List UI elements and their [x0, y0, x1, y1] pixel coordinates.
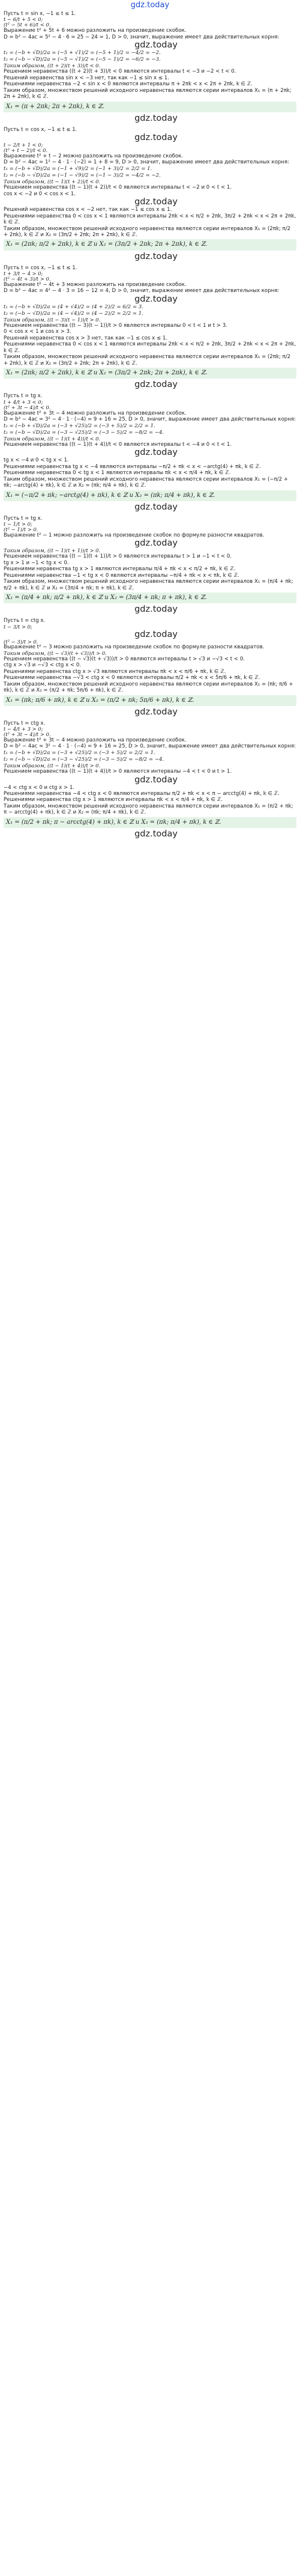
text-line: Пусть t = cos x, −1 ≤ t ≤ 1. [4, 264, 77, 271]
fraction-line: t + 3/t − 4 > 0; [4, 270, 43, 277]
text-line: Решениями неравенства ctg x > √3 являются интервалы πk < x < π/6 + πk, k ∈ ℤ. [4, 668, 226, 675]
watermark: gdz.today [134, 775, 178, 785]
text-line: Решением неравенства ((t − 3)(t − 1))/t > 0 являются интервалы 0 < t < 1 и t > 3. [4, 322, 227, 329]
text-line: Выражение t² + t − 2 можно разложить на произведение скобок. [4, 153, 184, 159]
solution-content [4, 11, 296, 842]
watermark: gdz.today [134, 707, 178, 717]
watermark: gdz.today [134, 502, 178, 512]
text-line: Решениями неравенства tg x < −4 являются интервалы −π/2 + πk < x < −arctg(4) + πk, k ∈ ℤ. [4, 463, 261, 470]
equation-line: t₁ = (−b + √D)/2a = (4 + √4)/2 = (4 + 2)/2 = 6/2 = 3. [4, 303, 143, 310]
fraction-line: (t² + t − 2)/t < 0. [4, 147, 48, 154]
text-line: ctg x > √3 и −√3 < ctg x < 0. [4, 662, 82, 669]
fraction-line: t + 4/t + 3 < 0; [4, 398, 43, 405]
fraction-line: t − 1/t > 0; [4, 521, 32, 528]
answer-highlight: X₁ = (2πk; π/2 + 2πk), k ∈ ℤ и X₂ = (3π/2 + 2πk; 2π + 2πk), k ∈ ℤ. [4, 368, 296, 379]
equation-line: t₂ = (−b − √D)/2a = (−5 − √1)/2 = (−5 − 1)/2 = −6/2 = −3. [4, 56, 161, 63]
text-line: Пусть t = cos x, −1 ≤ t ≤ 1. [4, 126, 77, 133]
text-line: Выражение t² + 3t − 4 можно разложить на произведение скобок. [4, 737, 187, 743]
fraction-line: Таким образом, ((t − 1)(t + 4))/t < 0. [4, 435, 101, 442]
text-line: Решением неравенства ((t − 1)(t + 4))/t < 0 являются интервалы t < −4 и 0 < t < 1. [4, 441, 232, 448]
equation-line: t₂ = (−b − √D)/2a = (−3 − √25)/2 = (−3 − 5)/2 = −8/2 = −4. [4, 429, 164, 436]
text-line: D = b² − 4ac = 1² − 4 · 1 · (−2) = 1 + 8 = 9, D > 0, значит, выражение имеет два действительных корня: [4, 159, 289, 166]
fraction-line: (t² + 3t − 4)/t > 0. [4, 731, 51, 738]
text-line: Таким образом, множеством решений исходного неравенства являются серии интервалов X₁ = (π + 2πk; 2π + 2πk), k ∈ ℤ. [4, 87, 292, 100]
fraction-line: (t² − 1)/t > 0. [4, 526, 38, 533]
text-line: Решениями неравенства −4 < ctg x < 0 являются интервалы π/2 + πk < x < π − arcctg(4) + πk, k ∈ ℤ. [4, 791, 280, 797]
watermark: gdz.today [134, 380, 178, 390]
watermark: gdz.today [134, 197, 178, 207]
text-line: Решением неравенства ((t − √3)(t + √3))/t > 0 являются интервалы t > √3 и −√3 < t < 0. [4, 656, 245, 662]
answer-highlight: X₁ = (π + 2πk; 2π + 2πk), k ∈ ℤ. [4, 102, 296, 112]
text-line: tg x < −4 и 0 < tg x < 1. [4, 457, 69, 464]
fraction-line: Таким образом, ((t − 3)(t − 1))/t > 0. [4, 317, 101, 323]
answer-highlight: X₁ = (π/2 + πk; π − arcctg(4) + πk), k ∈ ℤ и X₂ = (πk; π/4 + πk), k ∈ ℤ. [4, 817, 296, 828]
watermark: gdz.today [134, 40, 178, 50]
text-line: Пусть t = tg x. [4, 515, 43, 522]
equation-line: t₂ = (−b − √D)/2a = (4 − √4)/2 = (4 − 2)/2 = 2/2 = 1. [4, 310, 143, 317]
watermark: gdz.today [134, 448, 178, 458]
text-line: Таким образом, множеством решений исходного неравенства являются серии интервалов X₁ = (−π/2 + πk; −arctg(4) + πk), k ∈ ℤ и X₂ = (πk; π/4 + πk), k ∈ ℤ. [4, 476, 288, 489]
text-line: Решением неравенства ((t − 1)(t + 2))/t < 0 являются интервалы t < −2 и 0 < t < 1. [4, 184, 232, 191]
text-line: Таким образом, множеством решений исходного неравенства являются серии интервалов X₁ = (πk; π/6 + πk), k ∈ ℤ и X₂ = (π/2 + πk; 5π/6 + πk), k ∈ ℤ. [4, 681, 293, 694]
equation-line: t₁ = (−b + √D)/2a = (−1 + √9)/2 = (−1 + 3)/2 = 2/2 = 1. [4, 165, 152, 172]
watermark: gdz.today [134, 113, 178, 123]
text-line: Выражение t² + 5t + 6 можно разложить на произведение скобок. [4, 28, 187, 34]
answer-highlight: X₁ = (2πk; π/2 + 2πk), k ∈ ℤ и X₂ = (3π/2 + 2πk; 2π + 2πk), k ∈ ℤ. [4, 239, 296, 250]
text-line: Выражение t² − 3 можно разложить на произведение скобок по формуле разности квадратов. [4, 644, 265, 651]
text-line: Выражение t² − 4t + 3 можно разложить на произведение скобок. [4, 281, 187, 288]
text-line: cos x < −2 и 0 < cos x < 1. [4, 190, 76, 197]
text-line: Пусть t = sin x, −1 ≤ t ≤ 1. [4, 11, 76, 17]
text-line: D = b² − 4ac = 5² − 4 · 6 = 25 − 24 = 1, D > 0, значит, выражение имеет два действительных корня: [4, 34, 280, 40]
text-line: Решением неравенства ((t + 2)(t + 3))/t < 0 являются интервалы t < −3 и −2 < t < 0. [4, 69, 236, 75]
text-line: D = b² − 4ac = 3² − 4 · 1 · (−4) = 9 + 16 = 25, D > 0, значит, выражение имеет два действительных корня: [4, 416, 296, 423]
text-line: Пусть t = ctg x. [4, 618, 46, 624]
text-line: D = b² − 4ac = 3² − 4 · 1 · (−4) = 9 + 16 = 25, D > 0, значит, выражение имеет два действительных корня: [4, 743, 296, 750]
text-line: Пусть t = tg x. [4, 393, 43, 400]
text-line: D = b² − 4ac = 4² − 4 · 3 = 16 − 12 = 4, D > 0, значит, выражение имеет два действительных корня: [4, 288, 280, 294]
fraction-line: t − 2/t + 1 < 0; [4, 142, 43, 148]
watermark: gdz.today [134, 604, 178, 615]
fraction-line: t − 4/t + 3 > 0; [4, 726, 43, 732]
text-line: tg x > 1 и −1 < tg x < 0. [4, 559, 69, 566]
fraction-line: Таким образом, ((t − 1)(t + 4))/t > 0. [4, 763, 101, 769]
text-line: Решениями неравенства 0 < tg x < 1 являются интервалы πk < x < π/4 + πk, k ∈ ℤ. [4, 470, 231, 477]
watermark: gdz.today [134, 629, 178, 639]
answer-highlight: X₁ = (π/4 + πk; π/2 + πk), k ∈ ℤ и X₂ = (3π/4 + πk; π + πk), k ∈ ℤ. [4, 592, 296, 603]
text-line: −4 < ctg x < 0 и ctg x > 1. [4, 784, 75, 791]
watermark: gdz.today [134, 133, 178, 143]
text-line: Таким образом, множеством решений исходного неравенства являются серии интервалов X₁ = (π/4 + πk; π/2 + πk), k ∈ ℤ и X₂ = (3π/4 + πk; π + πk), k ∈ ℤ. [4, 579, 293, 591]
watermark: gdz.today [134, 251, 178, 261]
text-line: Решениями неравенства ctg x > 1 являются интервалы πk < x < π/4 + πk, k ∈ ℤ. [4, 797, 223, 803]
text-line: Решениями неравенства tg x > 1 являются интервалы π/4 + πk < x < π/2 + πk, k ∈ ℤ. [4, 566, 236, 573]
text-line: Решениями неравенства −√3 < ctg x < 0 являются интервалы π/2 + πk < x < 5π/6 + πk, k ∈ ℤ. [4, 675, 260, 681]
equation-line: t₁ = (−b + √D)/2a = (−5 + √1)/2 = (−5 + 1)/2 = −4/2 = −2. [4, 50, 161, 56]
text-line: Решением неравенства ((t − 1)(t + 1))/t > 0 являются интервалы t > 1 и −1 < t < 0. [4, 553, 232, 560]
fraction-line: t − 3/t > 0; [4, 623, 32, 630]
equation-line: t₁ = (−b + √D)/2a = (−3 + √25)/2 = (−3 + 5)/2 = 2/2 = 1. [4, 422, 155, 429]
text-line: Таким образом, множеством решений исходного неравенства являются серии интервалов X₁ = (2πk; π/2 + 2πk), k ∈ ℤ и X₂ = (3π/2 + 2πk; 2π + 2πk), k ∈ ℤ. [4, 354, 291, 367]
text-line: Решений неравенства sin x < −3 нет, так как −1 ≤ sin x ≤ 1. [4, 75, 169, 81]
fraction-line: (t² + 3t − 4)/t < 0. [4, 404, 51, 410]
site-logo[interactable]: gdz.today [130, 1, 170, 10]
text-line: 0 < cos x < 1 и cos x > 3. [4, 329, 71, 335]
text-line: Таким образом, множеством решений исходного неравенства являются серии интервалов X₁ = (π/2 + πk; π − arcctg(4) + πk), k ∈ ℤ и X₂ = (πk; π/4 + πk), k ∈ ℤ. [4, 803, 293, 816]
text-line: Решениями неравенства −2 < sin x < 0 являются интервалы π + 2πk < x < 2π + 2πk, k ∈ ℤ. [4, 81, 253, 88]
section-gap [4, 839, 296, 842]
watermark: gdz.today [134, 829, 178, 839]
text-line: Пусть t = ctg x. [4, 720, 46, 726]
equation-line: t₂ = (−b − √D)/2a = (−3 − √25)/2 = (−3 − 5)/2 = −8/2 = −4. [4, 757, 164, 763]
equation-line: t₂ = (−b − √D)/2a = (−1 − √9)/2 = (−1 − 3)/2 = −4/2 = −2. [4, 172, 161, 179]
text-line: Выражение t² + 3t − 4 можно разложить на произведение скобок. [4, 410, 187, 416]
text-line: Решений неравенства cos x > 3 нет, так как −1 ≤ cos x ≤ 1. [4, 335, 168, 341]
fraction-line: (t² − 3)/t > 0. [4, 638, 38, 645]
text-line: Таким образом, множеством решений исходного неравенства являются серии интервалов X₁ = (2πk; π/2 + 2πk), k ∈ ℤ и X₂ = (3π/2 + 2πk; 2π + 2πk), k ∈ ℤ. [4, 225, 291, 238]
text-line: Решений неравенства cos x < −2 нет, так как −1 ≤ cos x ≤ 1. [4, 207, 172, 213]
answer-highlight: X₁ = (πk; π/6 + πk), k ∈ ℤ и X₂ = (π/2 + πk; 5π/6 + πk), k ∈ ℤ. [4, 695, 296, 706]
fraction-line: (t² − 4t + 3)/t > 0. [4, 275, 51, 282]
text-line: Решениями неравенства 0 < cos x < 1 являются интервалы 2πk < x < π/2 + 2πk, 3π/2 + 2πk < x < 2π + 2πk, k ∈ ℤ. [4, 213, 296, 226]
watermark: gdz.today [134, 538, 178, 549]
fraction-line: Таким образом, ((t − √3)(t + √3))/t > 0. [4, 650, 107, 656]
fraction-line: Таким образом, ((t − 1)(t + 1))/t > 0. [4, 547, 101, 554]
watermark: gdz.today [134, 294, 178, 304]
text-line: Выражение t² − 1 можно разложить на произведение скобок по формуле разности квадратов. [4, 532, 265, 538]
text-line: Решением неравенства ((t − 1)(t + 4))/t > 0 являются интервалы −4 < t < 0 и t > 1. [4, 769, 232, 775]
text-line: Решениями неравенства 0 < cos x < 1 являются интервалы 2πk < x < π/2 + 2πk, 3π/2 + 2πk < x < 2π + 2πk, k ∈ ℤ. [4, 341, 296, 354]
fraction-line: Таким образом, ((t − 1)(t + 2))/t < 0. [4, 178, 101, 185]
answer-highlight: X₁ = (−π/2 + πk; −arctg(4) + πk), k ∈ ℤ и X₂ = (πk; π/4 + πk), k ∈ ℤ. [4, 490, 296, 501]
fraction-line: (t² − 5t + 6)/t < 0. [4, 22, 51, 28]
text-line: Решениями неравенства −1 < tg x < 0 являются интервалы −π/4 + πk < x < πk, k ∈ ℤ. [4, 572, 239, 579]
fraction-line: Таким образом, ((t + 2)(t + 3))/t < 0. [4, 62, 101, 69]
equation-line: t₁ = (−b + √D)/2a = (−3 + √25)/2 = (−3 + 5)/2 = 2/2 = 1. [4, 749, 155, 756]
fraction-line: t − 6/t + 5 < 0; [4, 16, 43, 23]
